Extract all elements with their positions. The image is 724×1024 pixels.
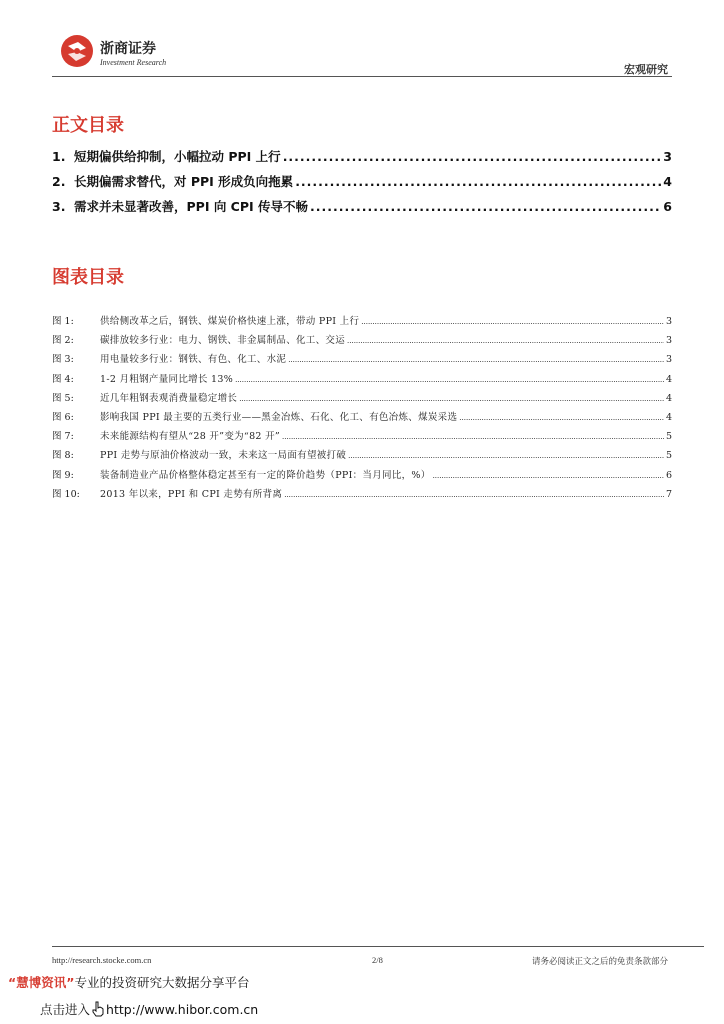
disclaimer-note: 请务必阅读正文之后的免责条款部分 [531, 957, 668, 967]
figure-entry-label: 图 10: [52, 488, 80, 500]
zheshang-logo-icon [60, 34, 94, 68]
header-divider [52, 76, 672, 77]
dot-leader [310, 199, 661, 214]
figure-entry-page: 4 [665, 373, 672, 385]
toc-entry-title: 短期偏供给抑制，小幅拉动 PPI 上行 [74, 149, 281, 164]
figure-entry[interactable] [52, 371, 672, 390]
figure-entry[interactable] [52, 447, 672, 466]
figure-entry[interactable] [52, 313, 672, 332]
dot-leader [361, 318, 664, 326]
figure-entry[interactable] [52, 351, 672, 370]
footer-url[interactable]: http://research.stocke.com.cn [52, 955, 152, 965]
dot-leader [433, 472, 664, 480]
toc-entry-page: 6 [663, 199, 672, 214]
figure-entry-label: 图 1: [52, 316, 74, 327]
figure-entry-page: 7 [665, 488, 672, 500]
toc-entry-page: 3 [663, 149, 672, 164]
company-name-en: Investment Research [100, 58, 167, 67]
dot-leader [239, 395, 664, 403]
figure-entry-page: 5 [665, 450, 672, 462]
dot-leader [283, 149, 662, 164]
figure-entry-title: 用电量较多行业：钢铁、有色、化工、水泥 [100, 354, 287, 366]
figure-entry-label: 图 4: [52, 373, 74, 385]
main-toc-list [52, 147, 672, 222]
figure-entry-label: 图 8: [52, 450, 74, 462]
page-number: 2/8 [372, 955, 383, 965]
figure-entry-page: 3 [665, 354, 672, 366]
figure-entry-title: 影响我国 PPI 最主要的五类行业——黑金冶炼、石化、化工、有色冶炼、煤炭采选 [100, 411, 458, 423]
toc-entry[interactable] [52, 147, 672, 172]
toc-entry-number: 1. [52, 149, 66, 164]
company-logo [60, 34, 200, 74]
figure-entry-title: PPI 走势与原油价格波动一致，未来这一局面有望被打破 [100, 450, 347, 462]
dot-leader [282, 433, 664, 441]
figure-entry-label: 图 3: [52, 354, 74, 366]
dot-leader [288, 356, 664, 364]
figure-entry-page: 3 [665, 316, 672, 327]
dot-leader [235, 376, 664, 384]
figure-entry-title: 2013 年以来，PPI 和 CPI 走势有所背离 [100, 488, 283, 500]
figure-entry[interactable] [52, 486, 672, 505]
promo-link[interactable] [40, 1000, 258, 1018]
figure-entry[interactable] [52, 332, 672, 351]
dot-leader [348, 452, 664, 460]
figure-toc-title: 图表目录 [52, 267, 124, 288]
figure-entry-title: 1-2 月粗钢产量同比增长 13% [100, 373, 234, 385]
figure-entry-label: 图 2: [52, 335, 74, 347]
dot-leader [459, 414, 664, 422]
figure-entry-title: 装备制造业产品价格整体稳定甚至有一定的降价趋势（PPI：当月同比，%） [100, 469, 431, 481]
report-category: 宏观研究 [624, 63, 668, 76]
dot-leader [295, 174, 661, 189]
promo-banner [8, 973, 249, 991]
figure-entry-title: 近几年粗钢表观消费量稳定增长 [100, 392, 238, 404]
toc-entry-title: 需求并未显著改善，PPI 向 CPI 传导不畅 [74, 199, 309, 214]
figure-entry-label: 图 5: [52, 392, 74, 404]
promo-link-url[interactable]: http://www.hibor.com.cn [106, 1001, 259, 1017]
toc-entry-number: 3. [52, 199, 66, 214]
toc-entry[interactable] [52, 197, 672, 222]
promo-link-prefix: 点击进入 [40, 1002, 91, 1017]
figure-entry[interactable] [52, 467, 672, 486]
footer-divider [52, 946, 704, 947]
figure-entry-page: 4 [665, 392, 672, 404]
figure-entry-title: 未来能源结构有望从“28 开”变为“82 开” [100, 431, 281, 443]
toc-entry-page: 4 [663, 174, 672, 189]
dot-leader [284, 491, 664, 499]
figure-entry[interactable] [52, 409, 672, 428]
promo-brand: “慧博资讯” [8, 975, 75, 990]
figure-entry-page: 4 [665, 411, 672, 423]
figure-entry-page: 6 [665, 469, 672, 481]
figure-entry-title: 碳排放较多行业：电力、钢铁、非金属制品、化工、交运 [100, 335, 346, 347]
company-name-cn: 浙商证券 [100, 41, 156, 57]
toc-entry-number: 2. [52, 174, 66, 189]
figure-entry-label: 图 7: [52, 431, 74, 443]
figure-entry-page: 5 [665, 431, 672, 443]
toc-entry-title: 长期偏需求替代，对 PPI 形成负向拖累 [74, 174, 294, 189]
figure-entry[interactable] [52, 390, 672, 409]
figure-entry[interactable] [52, 428, 672, 447]
pointing-hand-icon [91, 1001, 105, 1017]
figure-toc-list [52, 313, 672, 505]
dot-leader [347, 337, 664, 345]
figure-entry-label: 图 6: [52, 411, 74, 423]
toc-entry[interactable] [52, 172, 672, 197]
figure-entry-title: 供给侧改革之后，钢铁、煤炭价格快速上涨，带动 PPI 上行 [100, 316, 360, 327]
figure-entry-label: 图 9: [52, 469, 74, 481]
promo-tagline: 专业的投资研究大数据分享平台 [74, 975, 250, 990]
figure-entry-page: 3 [665, 335, 672, 347]
main-toc-title: 正文目录 [52, 115, 124, 136]
